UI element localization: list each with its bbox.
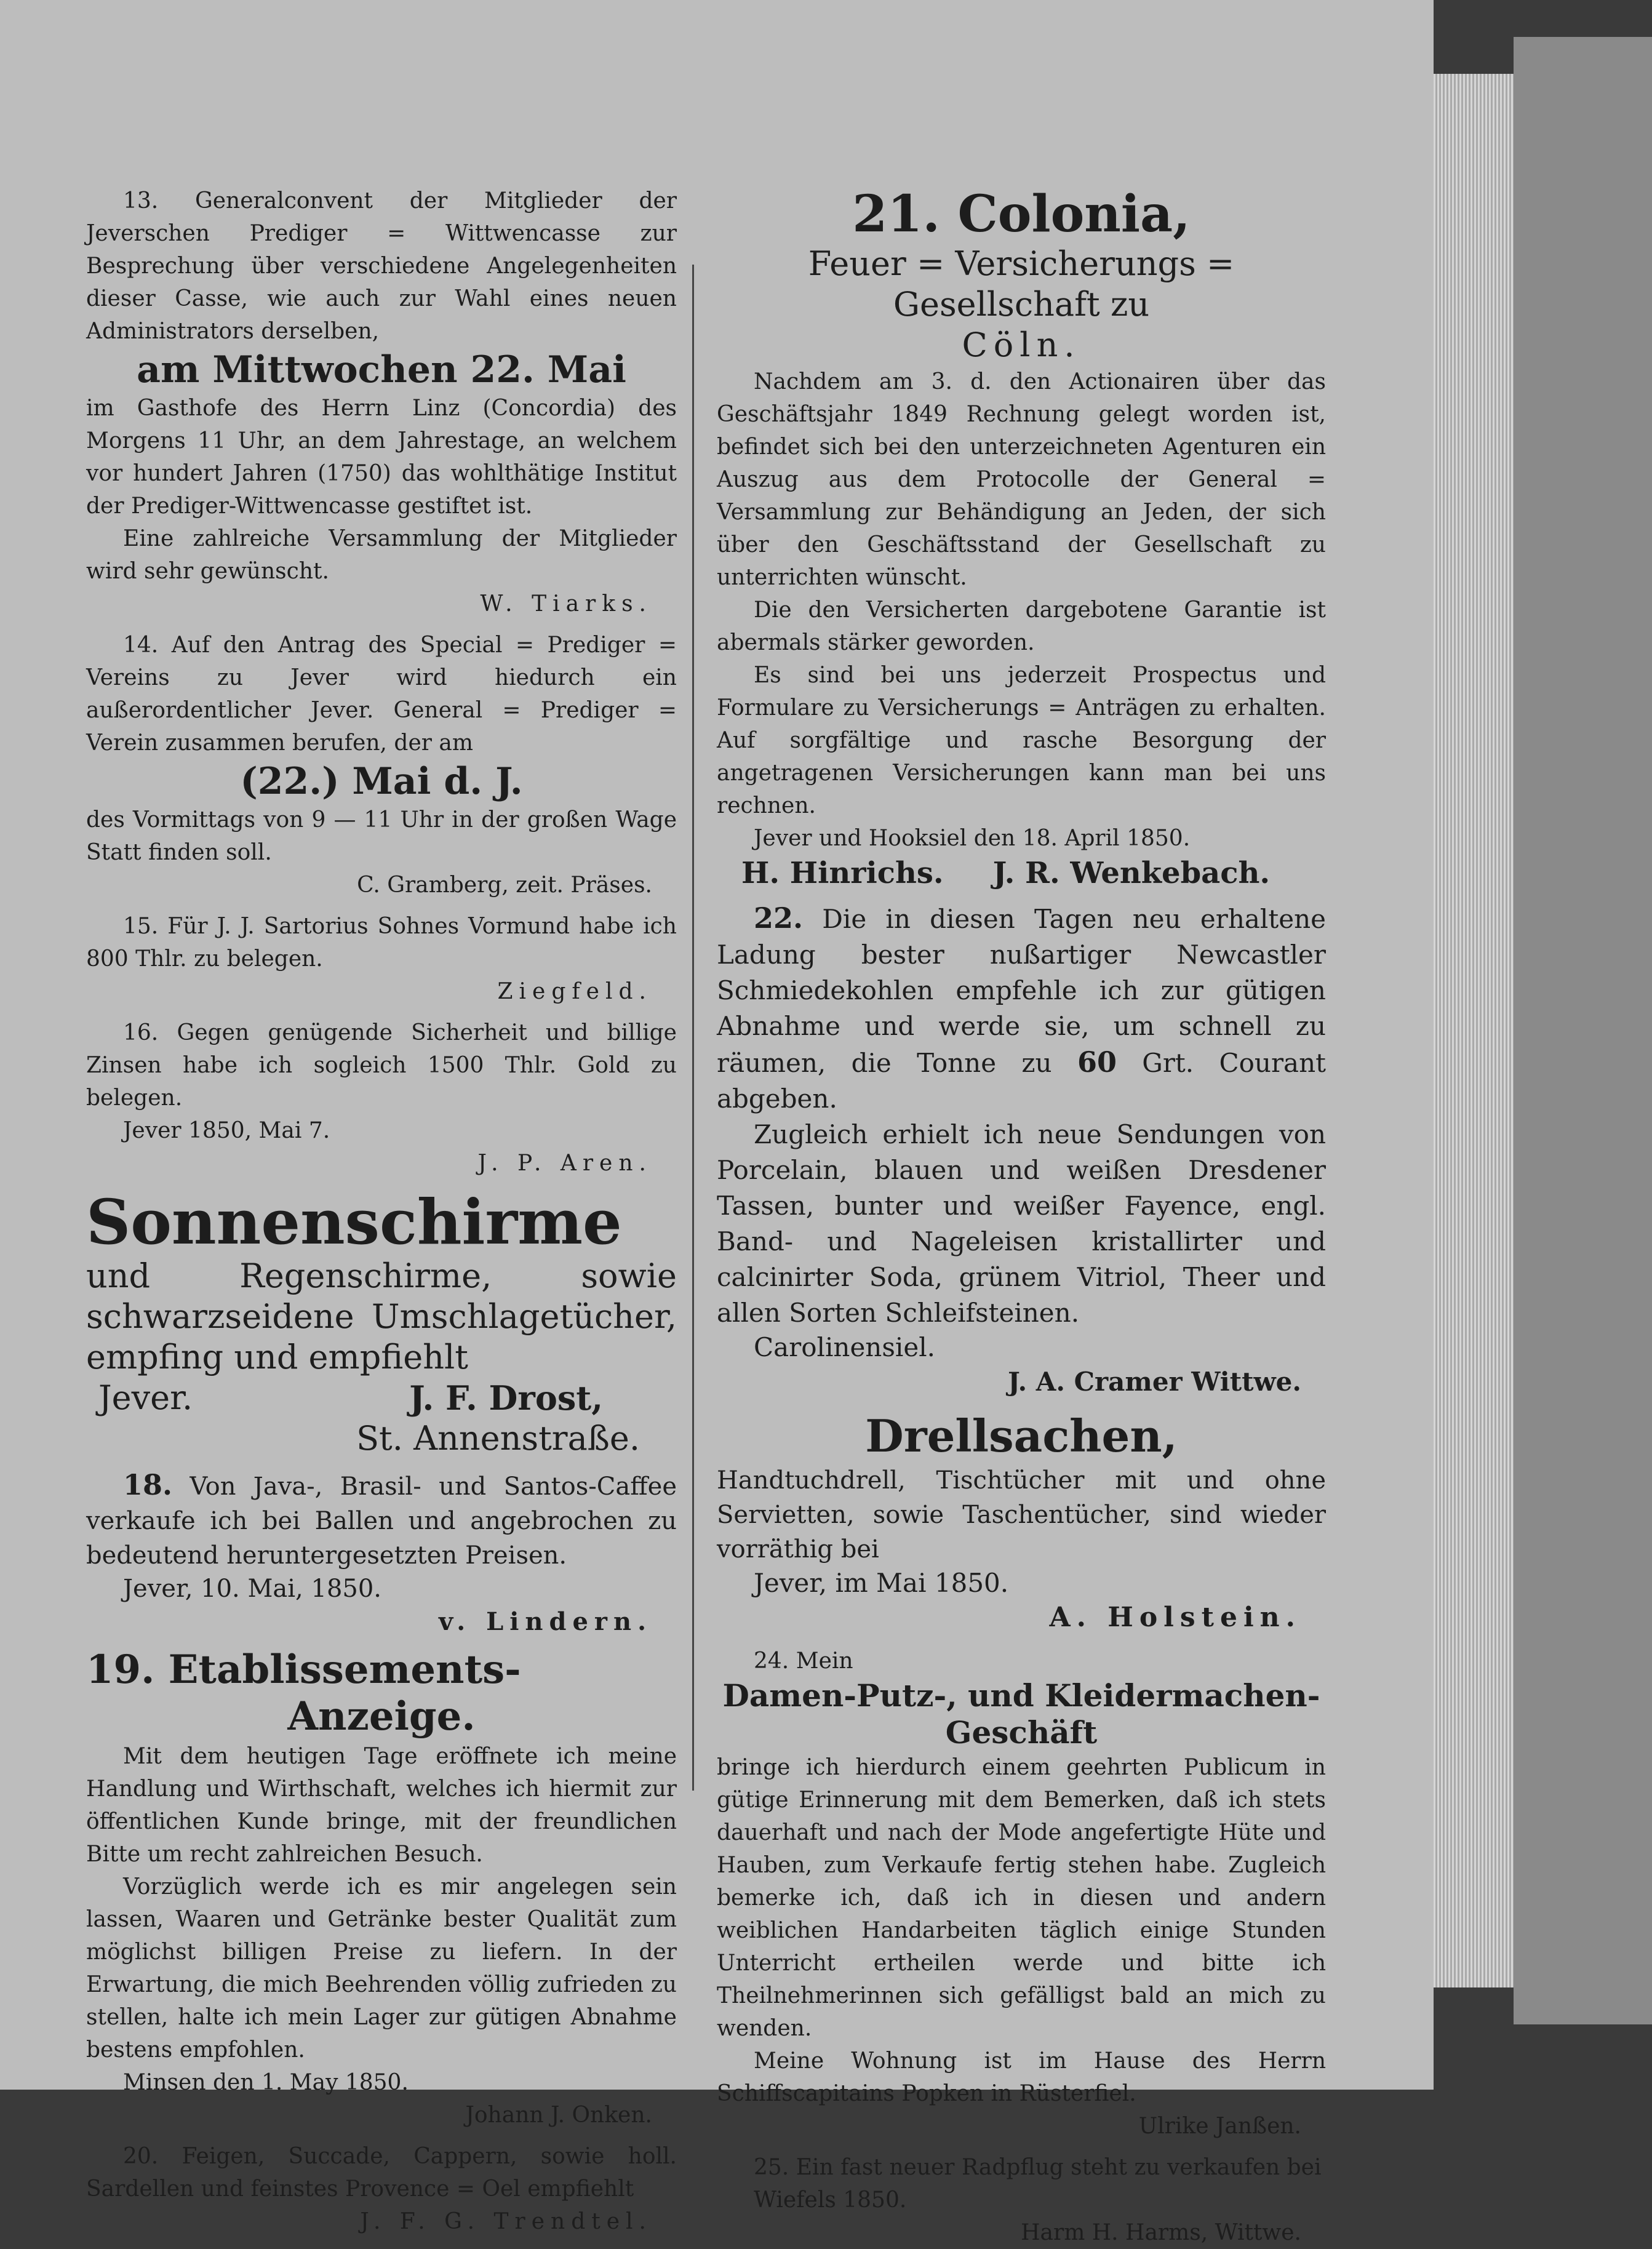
notice-text: Auf den Antrag des Special = Prediger = Vereins zu Jever wird hiedurch ein außerordentlicher Jever. General = Prediger = Verein zusammen berufen, der am — [86, 633, 677, 756]
notice-signature: W. Tiarks. — [480, 591, 652, 617]
notice-text: Gegen genügende Sicherheit und billige Zinsen habe ich sogleich 1500 Thlr. Gold zu belegen. — [86, 1020, 677, 1111]
notice-25 — [717, 2151, 1326, 2249]
notice-text: Generalconvent der Mitglieder der Jeverschen Prediger = Wittwencasse zur Besprechung über verschiedene Angelegenheiten dieser Casse, wie auch zur Wahl eines neuen Administrators derselben, — [86, 188, 677, 344]
notice-number: 16. — [123, 1020, 159, 1045]
notice-number: 18. — [123, 1468, 173, 1501]
notice-body: des Vormittags von 9 — 11 Uhr in der großen Wage Statt finden soll. — [86, 807, 677, 865]
notice-text: Nachdem am 3. d. den Actionairen über das Geschäftsjahr 1849 Rechnung gelegt worden ist, befindet sich bei den unterzeichneten Agenturen ein Auszug aus dem Protocolle der General = Versammlung zur Behändigung an Jeden, der sich über den Geschäftsstand der Gesellschaft zu unterrichten wünscht. — [717, 369, 1326, 590]
notice-body: Eine zahlreiche Versammlung der Mitglieder wird sehr gewünscht. — [86, 526, 677, 584]
notice-signature: C. Gramberg, zeit. Präses. — [357, 873, 652, 898]
notice-22 — [717, 900, 1326, 1400]
notice-number: 19. — [86, 1647, 155, 1693]
notice-text: und Regenschirme, sowie schwarzseidene Umschlagetücher, empfing und empfiehlt — [86, 1256, 677, 1376]
notice-text: Mein — [796, 1648, 853, 1674]
notice-title: Geschäft — [945, 1714, 1098, 1751]
notice-24 — [717, 1645, 1326, 2143]
notice-text: Zugleich erhielt ich neue Sendungen von Porcelain, blauen und weißen Dresdener Tassen, bunter und weißer Fayence, engl. Band- und Nageleisen kristallirter und calcinirter Soda, grünem Vitriol, Theer und allen Sorten Schleifsteinen. — [717, 1119, 1326, 1328]
notice-15 — [86, 910, 677, 1008]
notice-place: Jever, 10. Mai, 1850. — [123, 1575, 381, 1603]
notice-title: Etablissements- — [168, 1647, 521, 1693]
notice-place: Carolinensiel. — [754, 1332, 935, 1362]
notice-place: Jever, im Mai 1850. — [754, 1568, 1009, 1598]
notice-signature: A. Holstein. — [1049, 1602, 1301, 1633]
notice-text: Die den Versicherten dargebotene Garantie ist abermals stärker geworden. — [717, 597, 1326, 655]
notice-place: Jever. — [98, 1378, 193, 1417]
book-page-edges — [1434, 74, 1514, 1987]
notice-text: Ein fast neuer Radpflug steht zu verkaufen bei — [796, 2155, 1322, 2180]
notice-text: Die in diesen Tagen neu erhaltene Ladung bester nußartiger Newcastler Schmiedekohlen empfehle ich zur gütigen Abnahme und werde sie, um schnell zu räumen, die Tonne zu — [717, 904, 1326, 1078]
notice-23 — [717, 1409, 1326, 1636]
notice-text: Es sind bei uns jederzeit Prospectus und Formulare zu Versicherungs = Anträgen zu erhalten. Auf sorgfältige und rasche Besorgung der angetragenen Versicherungen kann man bei uns rechnen. — [717, 663, 1326, 818]
notice-body: im Gasthofe des Herrn Linz (Concordia) des Morgens 11 Uhr, an dem Jahrestage, an welchem vor hundert Jahren (1750) das wohlthätige Institut der Prediger-Wittwencasse gestiftet ist. — [86, 396, 677, 519]
notice-signature: J. R. Wenkebach. — [992, 856, 1271, 890]
notice-signature: Harm H. Harms, Wittwe. — [1021, 2220, 1301, 2245]
notice-19 — [86, 1647, 677, 2131]
notice-text: Von Java-, Brasil- und Santos-Caffee verkaufe ich bei Ballen und angebrochen zu bedeutend heruntergesetzten Preisen. — [86, 1472, 677, 1570]
notice-signature: J. A. Cramer Wittwe. — [1007, 1367, 1301, 1397]
notice-text: Vorzüglich werde ich es mir angelegen sein lassen, Waaren und Getränke bester Qualität zum möglichst billigen Preise zu liefern. In der Erwartung, die mich Beehrenden völlig zufrieden zu stellen, halte ich mein Lager zur gütigen Abnahme bestens empfohlen. — [86, 1874, 677, 2063]
notice-17 — [86, 1188, 677, 1459]
notice-20 — [86, 2140, 677, 2238]
notice-text: Meine Wohnung ist im Hause des Herrn Schiffscapitains Popken in Rüsterfiel. — [717, 2048, 1326, 2106]
notice-number: 14. — [123, 633, 159, 658]
notice-13 — [86, 185, 677, 620]
notice-signature: Ziegfeld. — [497, 979, 652, 1004]
notice-16 — [86, 1017, 677, 1180]
notice-number: 22. — [754, 901, 804, 935]
notice-text: Mit dem heutigen Tage eröffnete ich meine Handlung und Wirthschaft, welches ich hiermit zur öffentlichen Kunde bringe, mit der freundlichen Bitte um recht zahlreichen Besuch. — [86, 1744, 677, 1867]
notice-number: 25. — [754, 2155, 789, 2180]
notice-number: 20. — [123, 2144, 159, 2169]
notice-signature: Ulrike Janßen. — [1138, 2114, 1301, 2139]
notice-18 — [86, 1468, 677, 1638]
notice-price: 60 — [1077, 1045, 1117, 1079]
notice-title: Colonia, — [957, 185, 1191, 244]
notice-14 — [86, 629, 677, 901]
notice-number: 24. — [754, 1648, 789, 1674]
notice-place: Jever 1850, Mai 7. — [123, 1118, 330, 1143]
notice-signature: J. P. Aren. — [477, 1151, 652, 1176]
notice-subtitle: Feuer = Versicherungs = Gesellschaft zu — [808, 244, 1235, 324]
column-divider — [692, 265, 694, 1791]
notice-text: Handtuchdrell, Tischtücher mit und ohne Servietten, sowie Taschentücher, sind wieder vorräthig bei — [717, 1466, 1326, 1564]
notice-text: Für J. J. Sartorius Sohnes Vormund habe ich 800 Thlr. zu belegen. — [86, 914, 677, 972]
notice-signature: H. Hinrichs. — [741, 856, 944, 890]
notice-number: 21. — [852, 185, 940, 244]
notice-text: Feigen, Succade, Cappern, sowie holl. Sardellen und feinstes Provence = Oel empfiehlt — [86, 2144, 677, 2202]
left-column — [86, 185, 677, 2238]
notice-headline: Sonnenschirme — [86, 1186, 622, 1258]
notice-title: Anzeige. — [287, 1693, 476, 1740]
notice-date: (22.) Mai d. J. — [240, 760, 523, 803]
notice-city: Cöln. — [962, 326, 1081, 364]
notice-signature: Johann J. Onken. — [465, 2103, 652, 2128]
notice-text: bringe ich hierdurch einem geehrten Publicum in gütige Erinnerung mit dem Bemerken, daß ich stets dauerhaft und nach der Mode angefertigte Hüte und Hauben, zum Verkaufe fertig stehen habe. Zugleich bemerke ich, daß ich in diesen und andern weiblichen Handarbeiten täglich einige Stunden Unterricht ertheilen werde und bitte ich Theilnehmerinnen sich gefälligst bald an mich zu wenden. — [717, 1755, 1326, 2041]
notice-signature: J. F. Drost, — [409, 1378, 603, 1418]
notice-date: am Mittwochen 22. Mai — [137, 348, 626, 391]
notice-place: Jever und Hooksiel den 18. April 1850. — [754, 826, 1191, 851]
notice-signature-street: St. Annenstraße. — [356, 1419, 640, 1458]
notice-number: 13. — [123, 188, 159, 214]
notice-text: Grt. Courant abgeben. — [717, 1048, 1326, 1114]
notice-signature: v. Lindern. — [439, 1607, 652, 1636]
notice-signature: J. F. G. Trendtel. — [360, 2209, 652, 2234]
right-column — [717, 185, 1326, 2249]
notice-place: Minsen den 1. May 1850. — [123, 2070, 409, 2095]
book-cover-board — [1514, 37, 1652, 2024]
notice-title: Drellsachen, — [865, 1410, 1178, 1462]
notice-number: 15. — [123, 914, 159, 939]
notice-place: Wiefels 1850. — [754, 2187, 907, 2213]
notice-21 — [717, 185, 1326, 892]
notice-title: Damen-Putz-, und Kleidermachen- — [722, 1677, 1320, 1714]
